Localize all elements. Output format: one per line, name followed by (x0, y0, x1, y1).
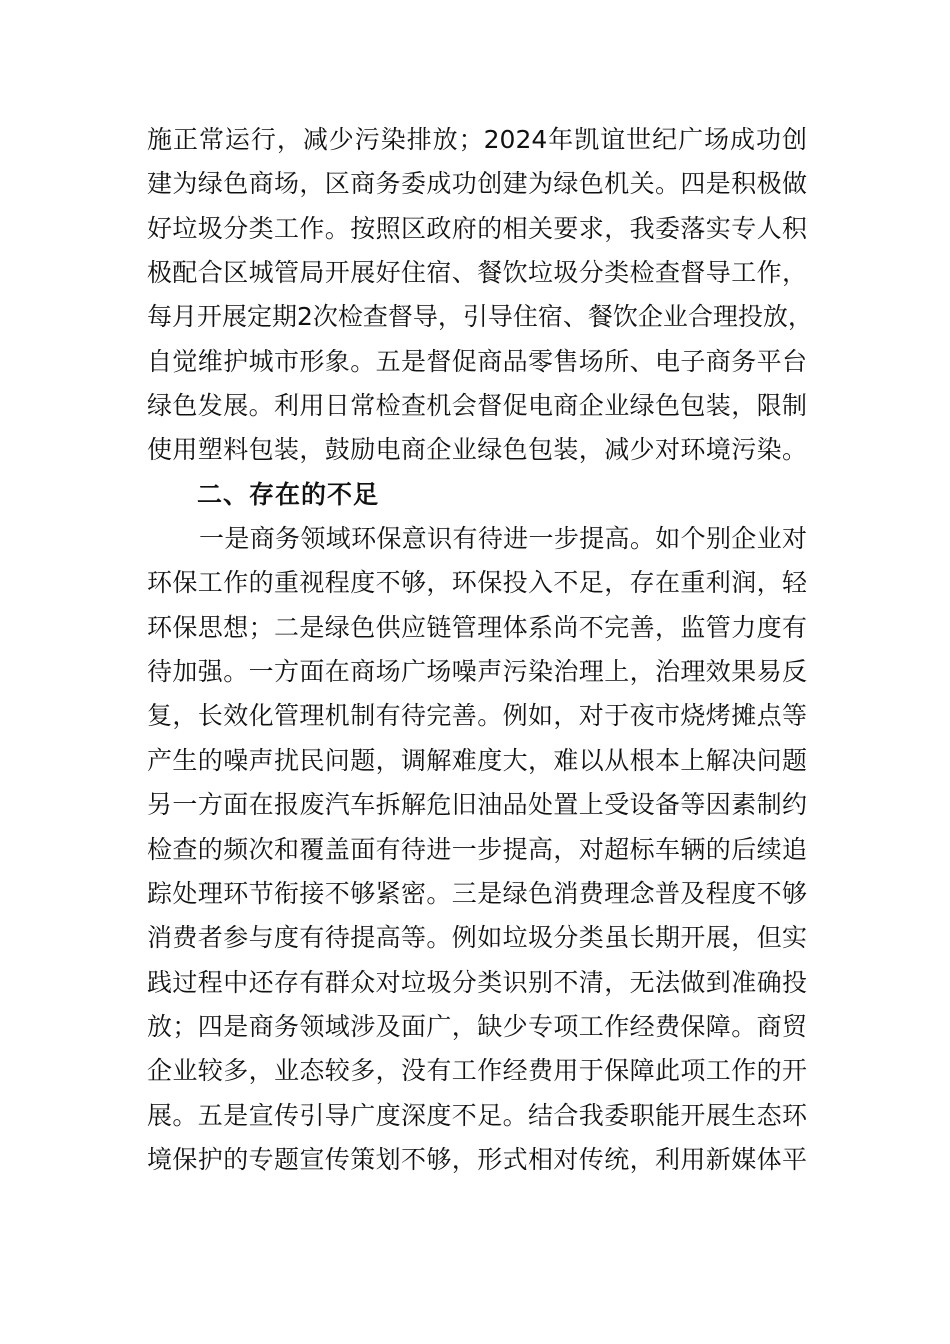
section-heading: 二、存在的不足 (197, 479, 380, 509)
paragraph-line: 境保护的专题宣传策划不够，形式相对传统，利用新媒体平 (147, 1144, 807, 1174)
paragraph-line: 一是商务领域环保意识有待进一步提高。如个别企业对 (199, 524, 807, 554)
paragraph-line: 踪处理环节衔接不够紧密。三是绿色消费理念普及程度不够 (147, 878, 807, 908)
paragraph-line: 待加强。一方面在商场广场噪声污染治理上，治理效果易反 (147, 657, 807, 687)
paragraph-line: 自觉维护城市形象。五是督促商品零售场所、电子商务平台 (147, 346, 807, 376)
paragraph-line: 极配合区城管局开展好住宿、餐饮垃圾分类检查督导工作， (147, 258, 807, 288)
paragraph-line: 另一方面在报废汽车拆解危旧油品处置上受设备等因素制约 (147, 790, 807, 820)
paragraph-line: 好垃圾分类工作。按照区政府的相关要求，我委落实专人积 (147, 213, 807, 243)
paragraph-line: 消费者参与度有待提高等。例如垃圾分类虽长期开展，但实 (147, 923, 807, 953)
paragraph-line: 施正常运行，减少污染排放；2024年凯谊世纪广场成功创 (147, 125, 807, 154)
paragraph-line: 环保思想；二是绿色供应链管理体系尚不完善，监管力度有 (147, 612, 807, 642)
paragraph-line: 放；四是商务领域涉及面广，缺少专项工作经费保障。商贸 (147, 1011, 807, 1041)
paragraph-line: 践过程中还存有群众对垃圾分类识别不清，无法做到准确投 (147, 967, 807, 997)
paragraph-line: 复，长效化管理机制有待完善。例如，对于夜市烧烤摊点等 (147, 701, 807, 731)
paragraph-line: 使用塑料包装，鼓励电商企业绿色包装，减少对环境污染。 (147, 435, 807, 465)
paragraph-line: 建为绿色商场，区商务委成功创建为绿色机关。四是积极做 (147, 169, 807, 199)
paragraph-line: 产生的噪声扰民问题，调解难度大，难以从根本上解决问题 (147, 745, 807, 775)
document-body (147, 118, 813, 1182)
paragraph-line: 检查的频次和覆盖面有待进一步提高，对超标车辆的后续追 (147, 834, 807, 864)
paragraph-line: 展。五是宣传引导广度深度不足。结合我委职能开展生态环 (147, 1100, 807, 1130)
paragraph-line: 环保工作的重视程度不够，环保投入不足，存在重利润，轻 (147, 568, 807, 598)
paragraph-line: 绿色发展。利用日常检查机会督促电商企业绿色包装，限制 (147, 391, 807, 421)
paragraph-line: 企业较多，业态较多，没有工作经费用于保障此项工作的开 (147, 1056, 807, 1086)
paragraph-line: 每月开展定期2次检查督导，引导住宿、餐饮企业合理投放， (147, 302, 813, 332)
